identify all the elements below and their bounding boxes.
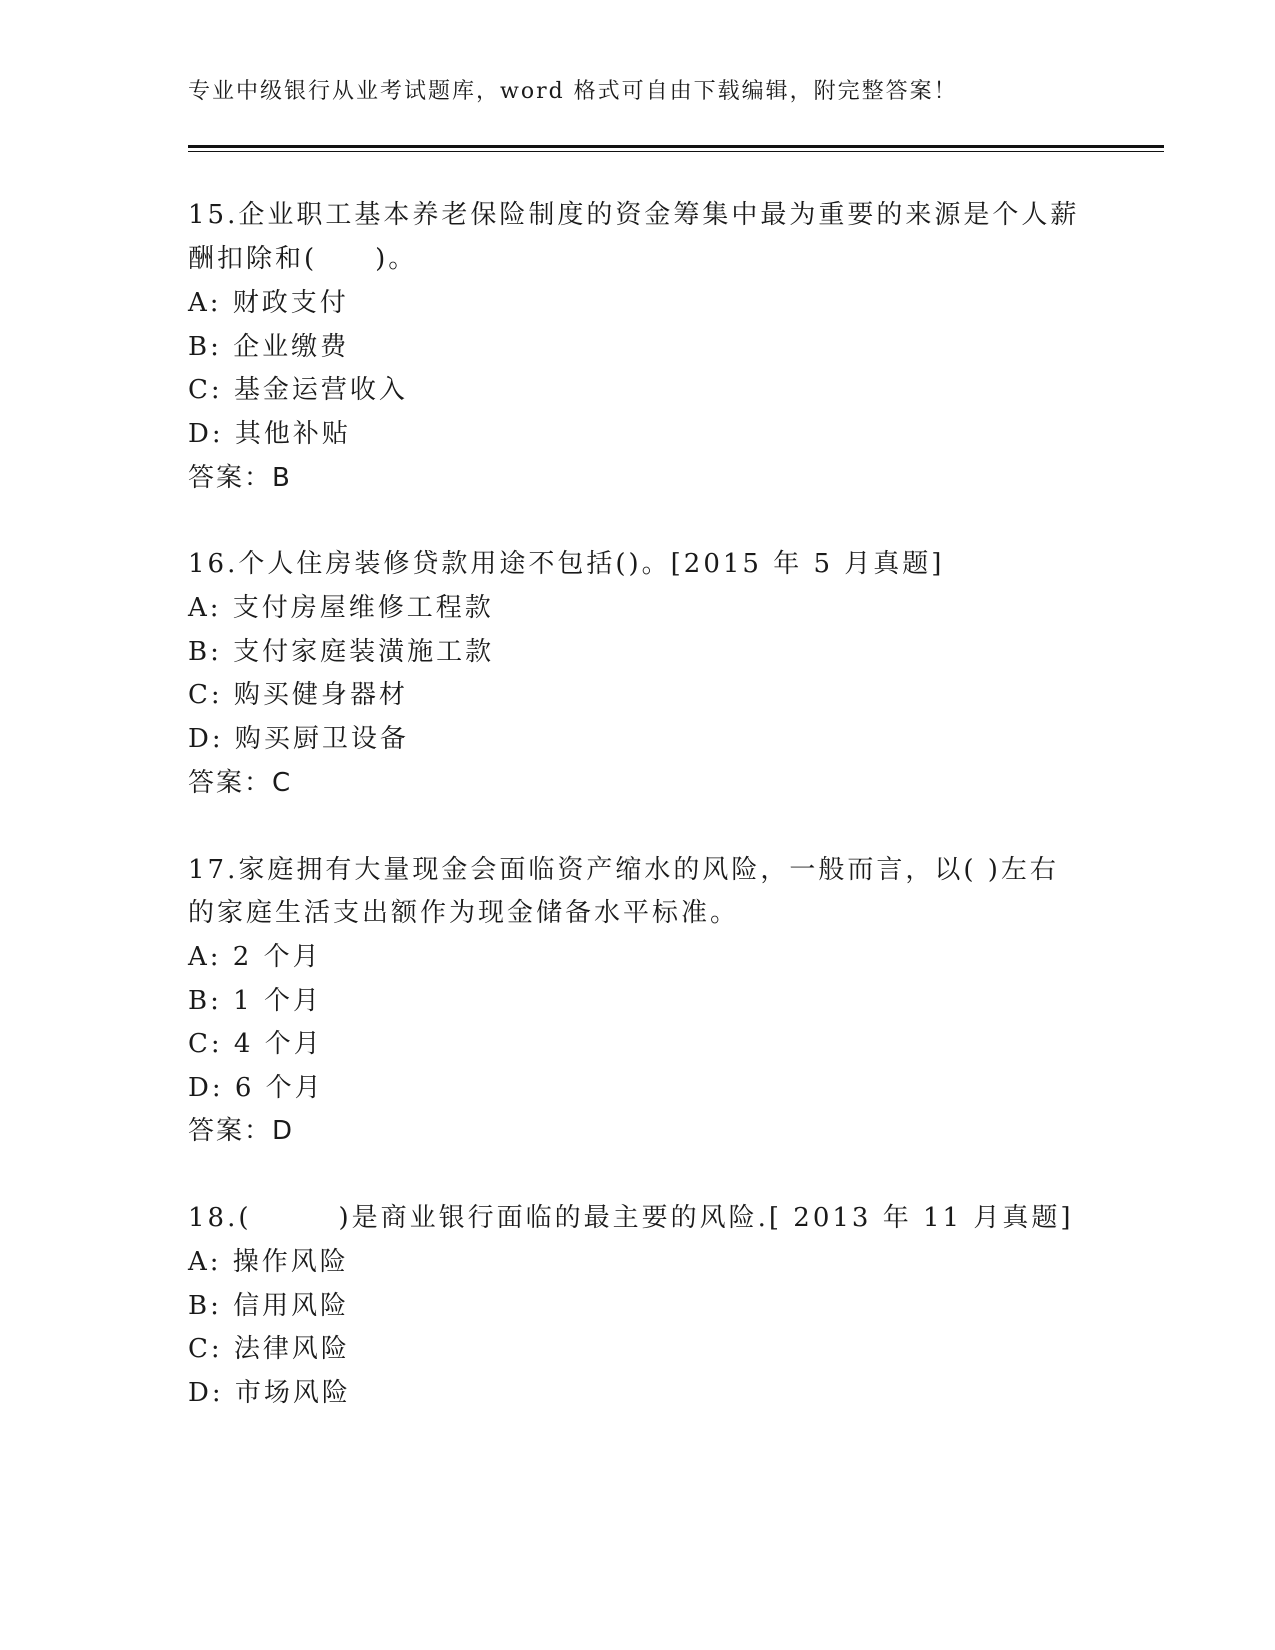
question-stem-line: 酬扣除和( )。: [188, 244, 418, 274]
option-a: A: 支付房屋维修工程款: [188, 593, 494, 623]
option-b: B: 信用风险: [188, 1291, 350, 1321]
option-a: A: 财政支付: [188, 288, 349, 318]
header-rule-thick: [188, 145, 1164, 148]
option-b: B: 企业缴费: [188, 332, 350, 362]
option-d: D: 市场风险: [188, 1378, 351, 1408]
answer: 答案：C: [188, 768, 293, 798]
option-c: C: 4 个月: [188, 1029, 323, 1059]
question-stem-line: 的家庭生活支出额作为现金储备水平标准。: [188, 898, 740, 928]
question-stem-line: 16.个人住房装修贷款用途不包括()。[2015 年 5 月真题]: [188, 549, 945, 579]
page-header: 专业中级银行从业考试题库，word 格式可自由下载编辑，附完整答案！: [188, 79, 958, 104]
question-stem-line: 18.( )是商业银行面临的最主要的风险.[ 2013 年 11 月真题]: [188, 1203, 1074, 1233]
option-b: B: 支付家庭装潢施工款: [188, 637, 495, 667]
header-rule-thin: [188, 151, 1164, 152]
answer: 答案：B: [188, 463, 292, 493]
option-a: A: 2 个月: [188, 942, 322, 972]
option-d: D: 其他补贴: [188, 419, 351, 449]
option-a: A: 操作风险: [188, 1247, 349, 1277]
option-d: D: 购买厨卫设备: [188, 724, 409, 754]
question-stem-line: 15.企业职工基本养老保险制度的资金筹集中最为重要的来源是个人薪: [188, 200, 1080, 230]
option-c: C: 法律风险: [188, 1334, 350, 1364]
option-c: C: 购买健身器材: [188, 680, 408, 710]
answer: 答案：D: [188, 1116, 295, 1146]
option-c: C: 基金运营收入: [188, 375, 408, 405]
option-d: D: 6 个月: [188, 1073, 324, 1103]
option-b: B: 1 个月: [188, 986, 322, 1016]
question-stem-line: 17.家庭拥有大量现金会面临资产缩水的风险，一般而言，以( )左右: [188, 855, 1059, 885]
